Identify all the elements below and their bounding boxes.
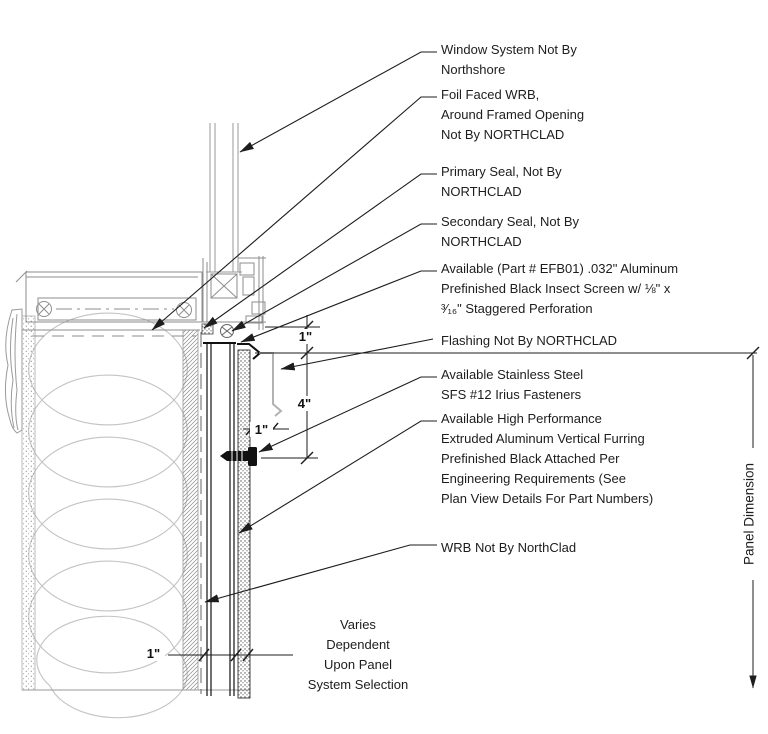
- callout-secondary-seal: [441, 212, 579, 252]
- callout-line: Plan View Details For Part Numbers): [441, 491, 654, 506]
- leader-fasteners: [259, 377, 437, 452]
- callout-line: NORTHCLAD: [441, 234, 522, 249]
- callout-line: Around Framed Opening: [441, 107, 585, 122]
- callout-window-system: [441, 40, 577, 80]
- callout-line: Prefinished Black Insect Screen w/ ⅛" x: [441, 281, 671, 296]
- callout-line: Secondary Seal, Not By: [441, 214, 580, 229]
- callout-line: Flashing Not By NORTHCLAD: [441, 333, 618, 348]
- note-line: System Selection: [307, 677, 409, 692]
- callout-wrb: [441, 538, 576, 558]
- callout-line: SFS #12 Irius Fasteners: [441, 387, 582, 402]
- interior-sheathing-strip: [22, 316, 35, 690]
- callout-line: Northshore: [441, 62, 506, 77]
- callout-line: Available (Part # EFB01) .032" Aluminum: [441, 261, 679, 276]
- callout-line: Foil Faced WRB,: [441, 87, 540, 102]
- callout-fasteners: [441, 365, 583, 405]
- callout-line: Prefinished Black Attached Per: [441, 451, 620, 466]
- dim-flashing-leg: 4": [292, 396, 317, 411]
- leader-primary-seal: [204, 174, 437, 328]
- callout-line: Engineering Requirements (See: [441, 471, 626, 486]
- flashing-profile: [259, 353, 281, 416]
- callout-insect-screen: [441, 259, 678, 319]
- furring-channel: [203, 343, 236, 696]
- wood-blocking: [5, 309, 22, 433]
- window-mullion: [206, 123, 242, 272]
- dim-top-gap: 1": [294, 329, 317, 344]
- panel-dimension-label: Panel Dimension: [741, 462, 757, 566]
- callout-line: Extruded Aluminum Vertical Furring: [441, 431, 645, 446]
- note-line: Varies: [340, 617, 376, 632]
- leader-window-system: [240, 52, 437, 152]
- note-line: Upon Panel: [324, 657, 392, 672]
- exterior-sheathing-strip: [183, 330, 198, 690]
- note-line: Dependent: [326, 637, 390, 652]
- callout-line: Window System Not By: [441, 42, 577, 57]
- callout-line: NORTHCLAD: [441, 184, 522, 199]
- callout-line: Primary Seal, Not By: [441, 164, 562, 179]
- callout-vertical-furring: [441, 409, 653, 509]
- callout-flashing: [441, 331, 617, 351]
- callout-line: Not By NORTHCLAD: [441, 127, 565, 142]
- window-sill-assembly: [16, 256, 266, 338]
- dim-cavity-gap: 1": [250, 422, 273, 437]
- callout-line: ³⁄₁₆" Staggered Perforation: [441, 301, 593, 316]
- dim-furring-depth: 1": [142, 646, 165, 661]
- callout-line: Available Stainless Steel: [441, 367, 584, 382]
- callout-foil-faced-wrb: [441, 85, 584, 145]
- leader-vertical-furring: [239, 421, 437, 533]
- callout-line: WRB Not By NorthClad: [441, 540, 577, 555]
- callout-primary-seal: [441, 162, 562, 202]
- note-varies: [278, 615, 438, 695]
- panel-strip: [238, 350, 250, 698]
- callout-line: Available High Performance: [441, 411, 602, 426]
- leader-insect-screen: [241, 271, 437, 342]
